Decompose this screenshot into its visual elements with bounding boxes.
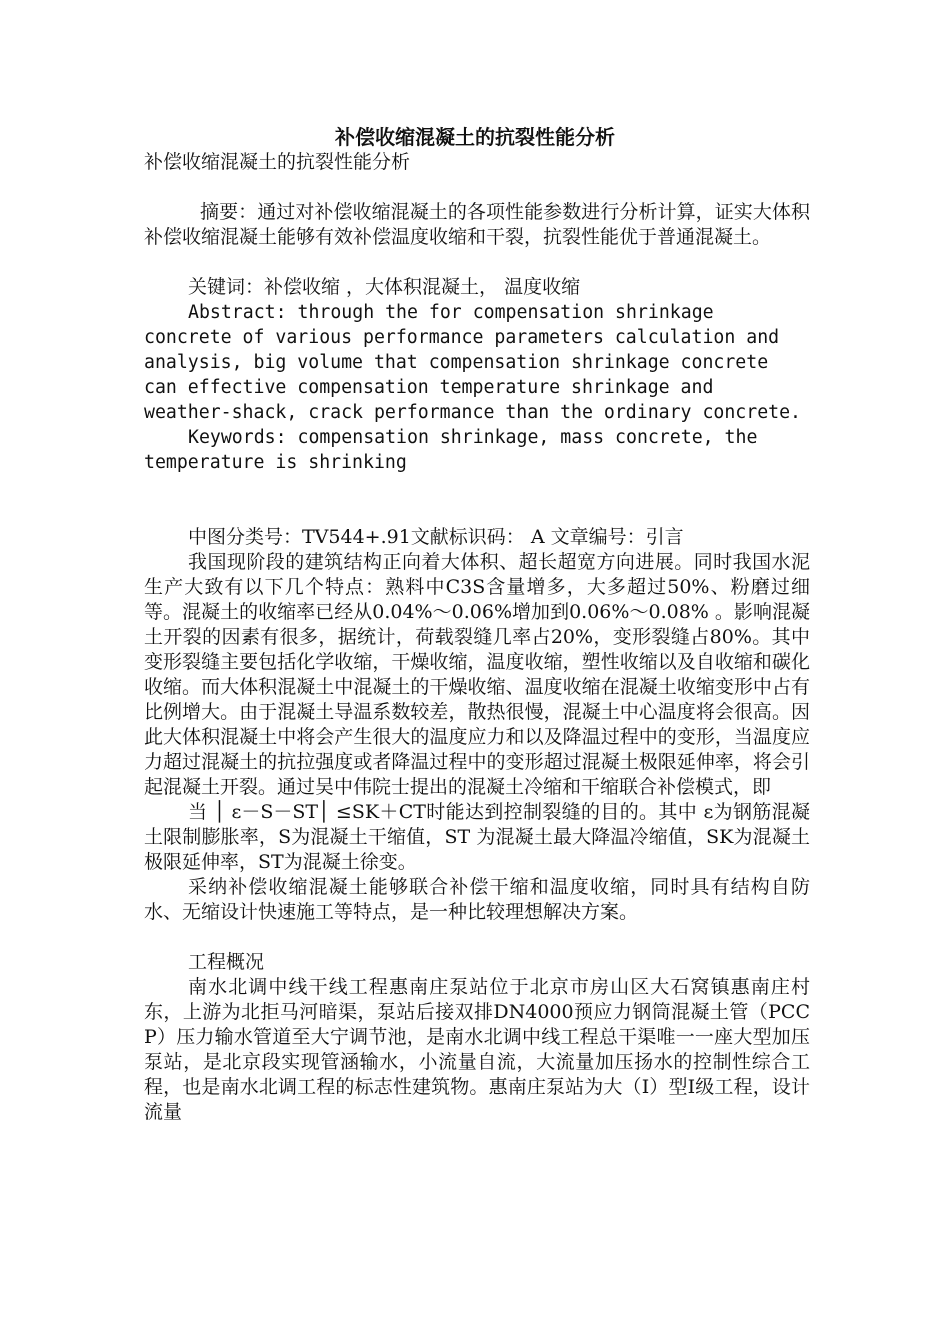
keywords-english: Keywords: compensation shrinkage, mass concrete, the temperature is shrinking	[144, 427, 758, 473]
section-heading: 工程概况	[188, 951, 265, 973]
spacer	[144, 925, 810, 950]
document-title: 补偿收缩混凝土的抗裂性能分析	[335, 125, 615, 149]
spacer	[144, 175, 810, 200]
keywords-chinese: 关键词：补偿收缩 ，大体积混凝土， 温度收缩	[188, 276, 581, 298]
intro-paragraph-3: 采纳补偿收缩混凝土能够联合补偿干缩和温度收缩，同时具有结构自防水、无缩设计快速施工等特点，是一种比较理想解决方案。	[144, 876, 810, 923]
classification-line: 中图分类号：TV544+.91文献标识码： A 文章编号：引言	[188, 526, 684, 548]
document-subtitle: 补偿收缩混凝土的抗裂性能分析	[144, 151, 411, 173]
spacer	[144, 250, 810, 275]
intro-paragraph-2: 当 │ ε－S－ST│ ≤SK＋CT时能达到控制裂缝的目的。其中 ε为钢筋混凝土限制膨胀率，S为混凝土干缩值，ST 为混凝土最大降温冷缩值，SK为混凝土极限延伸率，ST为混凝土徐变。	[144, 801, 810, 873]
intro-paragraph-1: 我国现阶段的建筑结构正向着大体积、超长超宽方向进展。同时我国水泥生产大致有以下几个特点：熟料中C3S含量增多，大多超过50%、粉磨过细等。混凝土的收缩率已经从0.04%～0.06%增加到0.06%～0.08% 。影响混凝土开裂的因素有很多，据统计，荷载裂缝几率占20%，变形裂缝占80%。其中变形裂缝主要包括化学收缩，干燥收缩，温度收缩，塑性收缩以及自收缩和碳化收缩。而大体积混凝土中混凝土的干燥收缩、温度收缩在混凝土收缩变形中占有比例增大。由于混凝土导温系数较差，散热很慢，混凝土中心温度将会很高。因此大体积混凝土中将会产生很大的温度应力和以及降温过程中的变形，当温度应力超过混凝土的抗拉强度或者降温过程中的变形超过混凝土极限延伸率，将会引起混凝土开裂。通过吴中伟院士提出的混凝土冷缩和干缩联合补偿模式，即	[144, 551, 810, 798]
document-body	[144, 150, 810, 1125]
abstract-english: Abstract: through the for compensation shrinkage concrete of various performance parameters calculation and analysis, big volume that compensation shrinkage concrete can effective compensation temperature shrinkage and weather-shack, crack performance than the ordinary concrete.	[144, 302, 801, 423]
project-paragraph-1: 南水北调中线干线工程惠南庄泵站位于北京市房山区大石窝镇惠南庄村东，上游为北拒马河暗渠，泵站后接双排DN4000预应力钢筒混凝土管（PCCP）压力输水管道至大宁调节池，是南水北调中线工程总干渠唯一一座大型加压泵站，是北京段实现管涵输水，小流量自流，大流量加压扬水的控制性综合工程，也是南水北调工程的标志性建筑物。惠南庄泵站为大（Ⅰ）型Ⅰ级工程，设计流量	[144, 976, 810, 1123]
abstract-chinese: 摘要：通过对补偿收缩混凝土的各项性能参数进行分析计算，证实大体积补偿收缩混凝土能够有效补偿温度收缩和干裂，抗裂性能优于普通混凝土。	[144, 201, 810, 248]
spacer	[144, 475, 810, 525]
